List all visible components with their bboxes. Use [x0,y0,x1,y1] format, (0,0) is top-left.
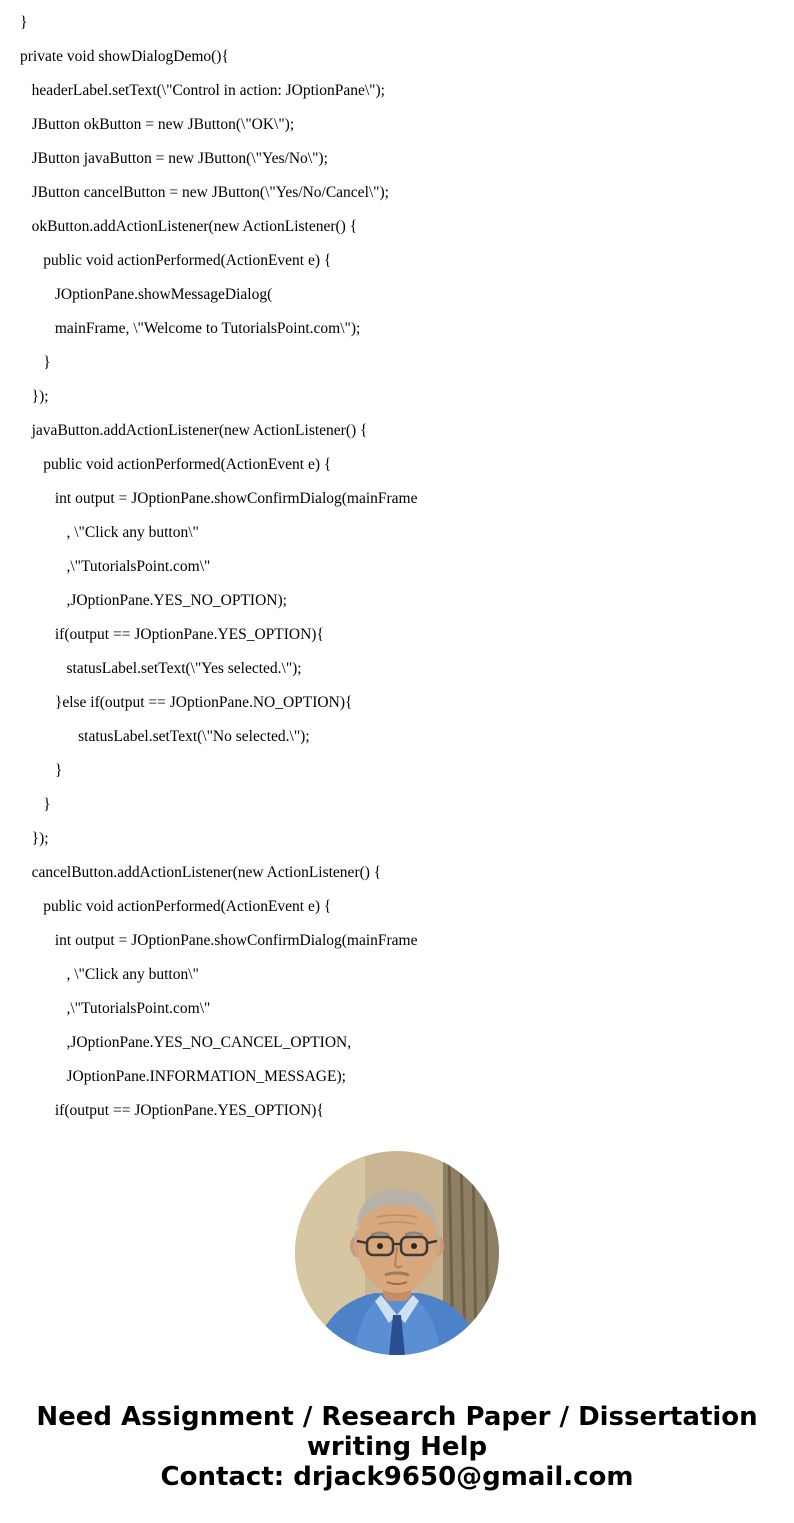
code-line: int output = JOptionPane.showConfirmDialog(mainFrame [20,490,418,507]
code-line: mainFrame, \"Welcome to TutorialsPoint.com\"); [20,320,361,337]
code-line: okButton.addActionListener(new ActionListener() { [20,218,358,235]
footer-ad [0,1402,794,1492]
code-line: , \"Click any button\" [20,966,199,983]
code-line: cancelButton.addActionListener(new ActionListener() { [20,864,382,881]
code-line: statusLabel.setText(\"No selected.\"); [20,728,310,745]
code-line: ,\"TutorialsPoint.com\" [20,558,211,575]
code-line: javaButton.addActionListener(new ActionListener() { [20,422,368,439]
code-line: }); [20,388,49,405]
code-line: int output = JOptionPane.showConfirmDialog(mainFrame [20,932,418,949]
code-line: }); [20,830,49,847]
code-line: public void actionPerformed(ActionEvent e) { [20,898,332,915]
presenter-photo [295,1151,499,1355]
code-line: } [20,354,51,371]
code-line: if(output == JOptionPane.YES_OPTION){ [20,626,324,643]
code-line: ,\"TutorialsPoint.com\" [20,1000,211,1017]
code-block [20,0,794,1128]
footer-contact-email: Contact: drjack9650@gmail.com [160,1462,634,1492]
footer-heading-line2: writing Help [306,1432,488,1462]
presenter-portrait-icon [295,1151,499,1355]
code-line: private void showDialogDemo(){ [20,48,229,65]
code-line: } [20,762,63,779]
code-line: headerLabel.setText(\"Control in action: JOptionPane\"); [20,82,385,99]
code-line: } [20,14,28,31]
code-line: JOptionPane.INFORMATION_MESSAGE); [20,1068,346,1085]
code-line: } [20,796,51,813]
code-line: , \"Click any button\" [20,524,199,541]
footer-heading-line1: Need Assignment / Research Paper / Dissertation [36,1402,758,1432]
code-line: }else if(output == JOptionPane.NO_OPTION){ [20,694,353,711]
code-line: ,JOptionPane.YES_NO_CANCEL_OPTION, [20,1034,352,1051]
code-line: JButton javaButton = new JButton(\"Yes/No\"); [20,150,328,167]
code-line: JButton cancelButton = new JButton(\"Yes/No/Cancel\"); [20,184,389,201]
code-line: statusLabel.setText(\"Yes selected.\"); [20,660,302,677]
code-line: JButton okButton = new JButton(\"OK\"); [20,116,295,133]
code-line: public void actionPerformed(ActionEvent e) { [20,456,332,473]
code-line: JOptionPane.showMessageDialog( [20,286,273,303]
code-line: public void actionPerformed(ActionEvent e) { [20,252,332,269]
code-line: ,JOptionPane.YES_NO_OPTION); [20,592,287,609]
code-line: if(output == JOptionPane.YES_OPTION){ [20,1102,324,1119]
